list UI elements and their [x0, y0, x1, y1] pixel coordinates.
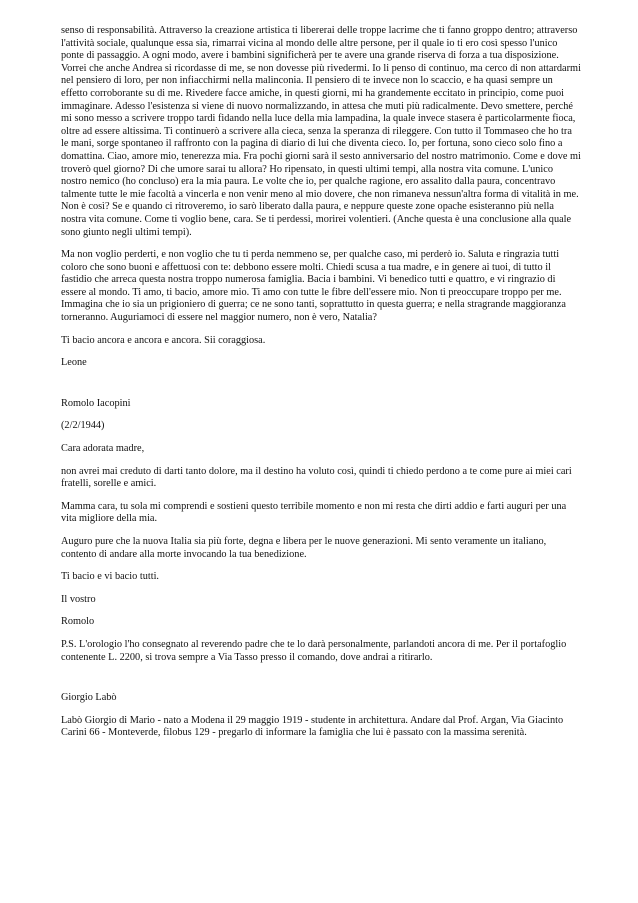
letter2-paragraph-3: Auguro pure che la nuova Italia sia più forte, degna e libera per le nuove generazioni. Mi sento veramente un italiano, contento di andare alla morte invocando la tua benedizione. — [61, 536, 547, 560]
letter2-salutation: Cara adorata madre, — [61, 443, 145, 455]
letter3-author: Giorgio Labò — [61, 692, 117, 704]
section-spacer — [61, 664, 581, 682]
letter2-signature: Romolo — [61, 616, 95, 628]
letter2-author: Romolo Iacopini — [61, 397, 131, 409]
letter2-date: (2/2/1944) — [61, 420, 105, 432]
letter2-paragraph-2: Mamma cara, tu sola mi comprendi e sostieni questo terribile momento e non mi resta che dirti addio e farti auguri per una vita migliore della mia. — [61, 500, 567, 525]
letter1-paragraph-2: Ma non voglio perderti, e non voglio che tu ti perda nemmeno se, per qualche caso, mi perderò io. Saluta e ringrazia tutti coloro che sono buoni e affettuosi con te: debbono essere molti. Chiedi scusa a tua madre, e in genere ai tuoi, di tutto il fastidio che arreca questa nostra troppo numerosa famiglia. Bacia i bambini. Vi benedico tutti e quattro, e vi ringrazio di essere al mondo. Ti amo, ti bacio, amore mio. Ti amo con tutte le fibre dell'essere mio. Non ti preoccupare troppo per me. Immagina che io sia un prigioniero di guerra; ce ne sono tanti, soprattutto in questa guerra; e nella stragrande maggioranza torneranno. Auguriamoci di essere nel maggior numero, non è vero, Natalia? — [61, 249, 566, 324]
letter2-paragraph-1: non avrei mai creduto di darti tanto dolore, ma il destino ha voluto così, quindi ti chiedo perdono a te come pure ai miei cari fratelli, sorelle e amici. — [61, 465, 572, 490]
letter1-signature: Leone — [61, 357, 87, 369]
letter1-closing: Ti bacio ancora e ancora e ancora. Sii coraggiosa. — [61, 334, 266, 346]
letter2-postscript: P.S. L'orologio l'ho consegnato al reverendo padre che te lo darà personalmente, parlandoti ancora di me. Per il portafoglio contenente L. 2200, si trova sempre a Via Tasso presso il comando, dove andrai a ritirarlo. — [61, 638, 567, 663]
letter1-continuation-paragraph: senso di responsabilità. Attraverso la creazione artistica ti libererai delle troppe lacrime che ti fanno groppo dentro; attraverso l'attività sociale, qualunque essa sia, rimarrai vicina al mondo delle altre persone, per il quale io ti ero così spesso l'unico ponte di passaggio. A ogni modo, avere i bambini significherà per te avere una grande riserva di forza a tua disposizione. Vorrei che anche Andrea si ricordasse di me, se non dovesse più rivedermi. Io li penso di continuo, ma cerco di non attardarmi nel pensiero di loro, per non infiacchirmi nella malinconia. Il pensiero di te invece non lo scaccio, e ha quasi sempre un effetto corroborante su di me. Rivedere facce amiche, in questi giorni, mi ha grandemente eccitato in principio, come puoi immaginare. Adesso l'esistenza si viene di nuovo normalizzando, in attesa che muti più radicalmente. Devo smettere, perché mi sono messo a scrivere troppo tardi fidando nella luce della mia lampadina, la quale invece stasera è particolarmente fioca, oltre ad essere altissima. Ti continuerò a scrivere alla cieca, senza la speranza di rileggere. Con tutto il Tommaseo che ho tra le mani, sorge spontaneo il raffronto con la pagina di diario di lui che diventa cieco. Io, per fortuna, sono cieco solo fino a domattina. Ciao, amore mio, tenerezza mia. Fra pochi giorni sarà il sesto anniversario del nostro matrimonio. Come e dove mi troverò quel giorno? Di che umore sarai tu allora? Ho ripensato, in questi ultimi tempi, alla nostra vita comune. L'unico nostro nemico (ho concluso) era la mia paura. Le volte che io, per qualche ragione, ero assalito dalla paura, concentravo talmente tutte le mie facoltà a vincerla e non venir meno al mio dovere, che non rimaneva nessun'altra forma di vitalità in me. Non è così? Se e quando ci ritroveremo, io sarò liberato dalla paura, e neppure queste zone opache esisteranno più nella nostra vita comune. Come ti voglio bene, cara. Se ti perdessi, morirei volentieri. (Anche questa è una conclusione alla quale sono giunto negli ultimi tempi). — [61, 25, 581, 238]
section-spacer — [61, 370, 581, 388]
letter2-closing: Il vostro — [61, 593, 96, 605]
document-page — [61, 0, 581, 740]
letter2-paragraph-4: Ti bacio e vi bacio tutti. — [61, 571, 160, 583]
letter3-bio: Labò Giorgio di Mario - nato a Modena il 29 maggio 1919 - studente in architettura. Andare dal Prof. Argan, Via Giacinto Carini 66 - Monteverde, filobus 129 - pregarlo di informare la famiglia che lui è passato con la massima serenità. — [61, 714, 564, 739]
